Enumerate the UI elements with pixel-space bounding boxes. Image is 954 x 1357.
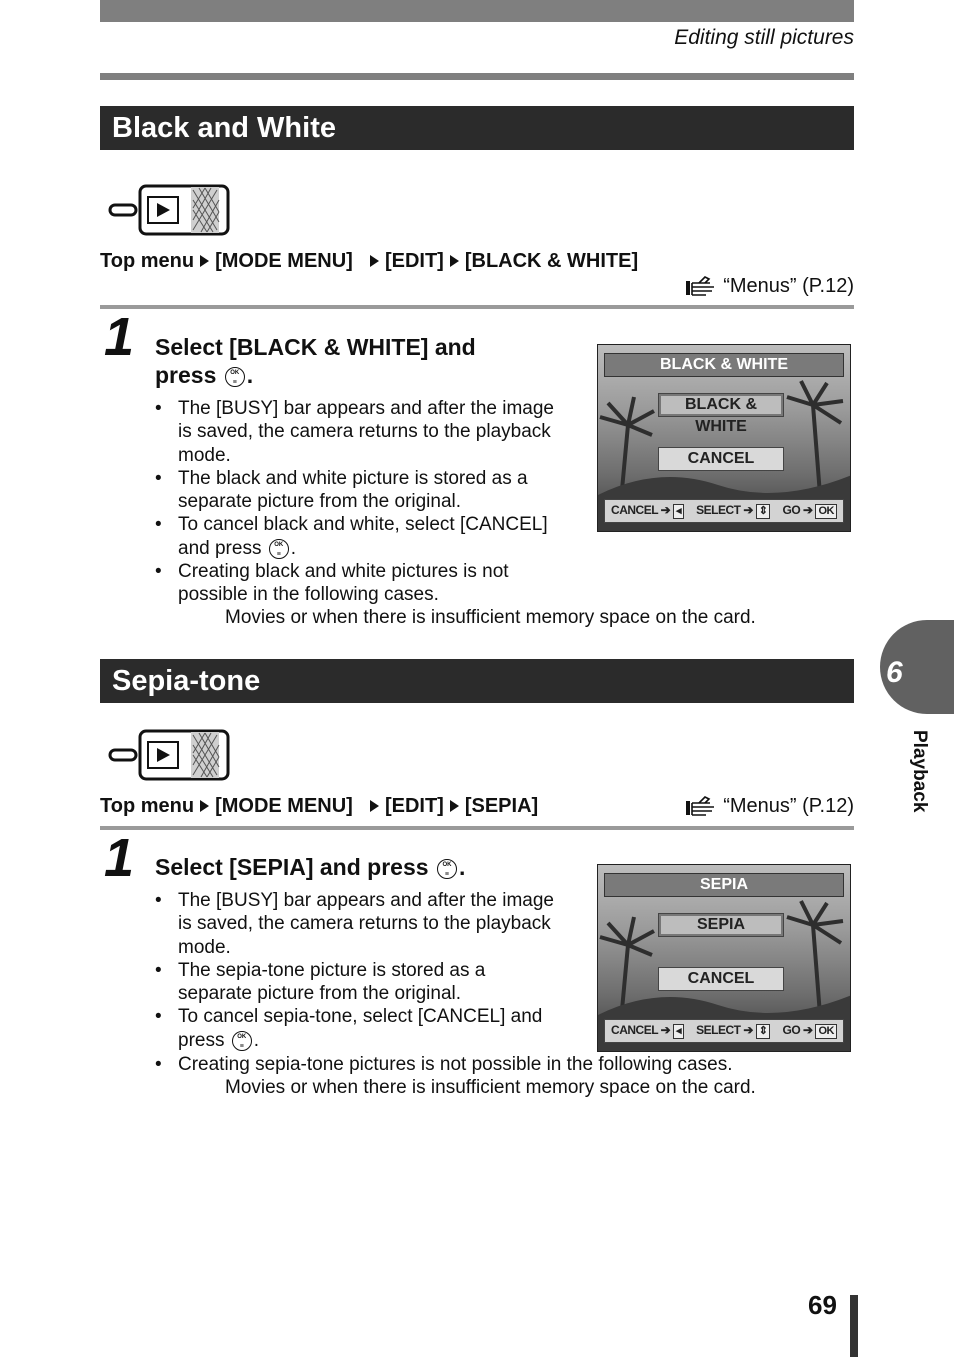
- list-item: [155, 1053, 835, 1076]
- menus-reference-text: “Menus” (P.12): [723, 795, 854, 817]
- ok-button-label: OK: [274, 541, 284, 548]
- footer-go: GO ➔ OK: [783, 1023, 837, 1039]
- updown-key-icon: ⇕: [756, 504, 771, 519]
- path-sepia: [SEPIA]: [464, 795, 539, 817]
- list-item: [155, 560, 555, 607]
- cancel-option[interactable]: CANCEL: [658, 447, 784, 471]
- step-number: 1: [104, 307, 135, 367]
- footer-cancel-label: CANCEL: [611, 1023, 658, 1037]
- ok-button-label: OK: [230, 369, 240, 376]
- list-item-text: The sepia-tone picture is stored as a separate picture from the original.: [178, 959, 486, 1005]
- chapter-label: Playback: [909, 730, 930, 813]
- step-heading: Select [BLACK & WHITE] and press OK ≡ .: [155, 334, 476, 388]
- screen-footer: [604, 1019, 844, 1043]
- ok-key: OK: [815, 1024, 837, 1039]
- exception-note: Movies or when there is insufficient memory space on the card.: [225, 607, 756, 628]
- list-item: • To cancel sepia-tone, select [CANCEL] and press OK ≡ .: [155, 1005, 555, 1052]
- menus-reference: [685, 795, 854, 818]
- footer-select: SELECT ➔ ⇕: [696, 503, 770, 519]
- exception-note: Movies or when there is insufficient memory space on the card.: [225, 1077, 756, 1098]
- footer-select-label: SELECT: [696, 503, 741, 517]
- bullet-list: [155, 889, 555, 1052]
- list-item-text: To cancel sepia-tone, select [CANCEL] and press: [178, 1006, 543, 1051]
- path-edit: [EDIT]: [384, 795, 444, 817]
- ok-button-label: OK: [237, 1033, 247, 1040]
- ok-button-icon: OK ≡: [232, 1031, 252, 1051]
- arrow-right-icon: [200, 255, 209, 267]
- chapter-number: 6: [886, 656, 903, 689]
- arrow-right-icon: [450, 800, 459, 812]
- path-mode-menu: [MODE MENU]: [215, 250, 353, 272]
- ok-button-icon: OK ≡: [225, 367, 245, 387]
- footer-select-label: SELECT: [696, 1023, 741, 1037]
- path-top-menu: Top menu: [100, 250, 195, 272]
- footer-go-label: GO: [782, 503, 801, 517]
- black-white-option[interactable]: BLACK & WHITE: [658, 393, 784, 417]
- section-rule: [100, 305, 854, 309]
- list-item-text: The [BUSY] bar appears and after the image is saved, the camera returns to the playback mode.: [178, 890, 554, 958]
- ok-button-icon: OK ≡: [437, 859, 457, 879]
- playback-mode-dial-icon: [107, 729, 232, 785]
- menu-path: [100, 795, 538, 818]
- left-key-icon: ◂: [673, 504, 684, 519]
- ok-button-icon: OK ≡: [269, 539, 289, 559]
- bullet-list: [155, 1053, 835, 1076]
- menus-reference: [685, 275, 854, 298]
- arrow-right-icon: [200, 800, 209, 812]
- section-rule: [100, 826, 854, 830]
- section-title-sepia: Sepia-tone: [100, 659, 854, 703]
- list-item-text: The [BUSY] bar appears and after the image is saved, the camera returns to the playback mode.: [178, 398, 554, 466]
- footer-cancel: CANCEL ➔ ◂: [611, 503, 684, 519]
- path-top-menu: Top menu: [100, 795, 195, 817]
- footer-cancel-label: CANCEL: [611, 503, 658, 517]
- left-key-icon: ◂: [673, 1024, 684, 1039]
- list-item: • To cancel black and white, select [CANCEL] and press OK ≡ .: [155, 513, 555, 560]
- footer-cancel: CANCEL ➔ ◂: [611, 1023, 684, 1039]
- page-edge-bar: [850, 1295, 858, 1357]
- menus-reference-text: “Menus” (P.12): [723, 275, 854, 297]
- list-item: [155, 397, 555, 467]
- path-edit: [EDIT]: [384, 250, 444, 272]
- path-black-white: [BLACK & WHITE]: [464, 250, 639, 272]
- header-title: Editing still pictures: [674, 26, 854, 49]
- reference-hand-icon: [685, 276, 719, 298]
- header-bar: [100, 0, 854, 22]
- sepia-option[interactable]: SEPIA: [658, 913, 784, 937]
- step-heading: Select [SEPIA] and press OK ≡ .: [155, 854, 466, 880]
- menu-path: [100, 250, 638, 273]
- header-rule: [100, 73, 854, 80]
- arrow-right-icon: [370, 255, 379, 267]
- footer-go-label: GO: [782, 1023, 801, 1037]
- step-number: 1: [104, 828, 135, 888]
- bullet-list: [155, 397, 555, 607]
- page-number: 69: [808, 1290, 837, 1320]
- path-mode-menu: [MODE MENU]: [215, 795, 353, 817]
- step-heading-text: Select [SEPIA] and press: [155, 854, 429, 880]
- footer-select: SELECT ➔ ⇕: [696, 1023, 770, 1039]
- updown-key-icon: ⇕: [756, 1024, 771, 1039]
- step-heading-text: Select [BLACK & WHITE] and press: [155, 334, 476, 388]
- screen-footer: [604, 499, 844, 523]
- list-item-text: Creating black and white pictures is not possible in the following cases.: [178, 561, 509, 606]
- screen-title: SEPIA: [604, 873, 844, 897]
- cancel-option[interactable]: CANCEL: [658, 967, 784, 991]
- list-item-text: The black and white picture is stored as a separate picture from the original.: [178, 467, 528, 513]
- arrow-right-icon: [450, 255, 459, 267]
- list-item: [155, 959, 555, 1006]
- camera-screen-sepia: [597, 864, 851, 1052]
- screen-title: BLACK & WHITE: [604, 353, 844, 377]
- footer-go: GO ➔ OK: [783, 503, 837, 519]
- section-title-black-white: Black and White: [100, 106, 854, 150]
- list-item-text: Creating sepia-tone pictures is not possible in the following cases.: [178, 1054, 733, 1075]
- list-item-text: To cancel black and white, select [CANCEL] and press: [178, 514, 548, 559]
- camera-screen-black-white: [597, 344, 851, 532]
- list-item: [155, 467, 555, 514]
- list-item: [155, 889, 555, 959]
- playback-mode-dial-icon: [107, 184, 232, 240]
- ok-button-label: OK: [442, 861, 452, 868]
- ok-key: OK: [815, 504, 837, 519]
- reference-hand-icon: [685, 796, 719, 818]
- arrow-right-icon: [370, 800, 379, 812]
